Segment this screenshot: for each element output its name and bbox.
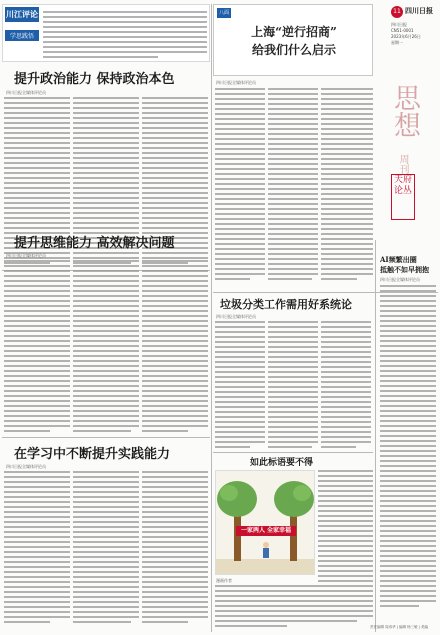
page-footer: 责任编辑 周寿华 | 编辑 杨三敏 | 美编: [370, 625, 429, 629]
article-body-garbage-col1: [215, 321, 265, 451]
section-subtitle: 周刊: [397, 154, 408, 174]
column-sub-label: 学思践悟: [5, 30, 39, 41]
article-body-thinking-col1: [4, 260, 70, 435]
issue-date: 2023年6月26日: [391, 34, 421, 39]
paper-name: 四川日报: [391, 22, 407, 27]
article-title-ai-line2: 抵触不如早拥抱: [380, 265, 429, 274]
article-body-practice-col1: [4, 471, 70, 626]
divider: [213, 452, 373, 453]
feature-title-line1: 上海“逆行招商”: [251, 25, 337, 39]
issue-number: CN51-0001: [391, 28, 414, 33]
feature-body-col1: [215, 88, 265, 283]
article-title-garbage: 垃圾分类工作需用好系统论: [220, 298, 352, 311]
article-body-ai: [380, 285, 436, 610]
masthead: [378, 2, 438, 234]
cartoon-commentary-bottom: [215, 585, 318, 630]
feature-badge: 八面: [218, 10, 229, 16]
column-tag: [5, 7, 39, 59]
article-body-practice-col2: [73, 471, 139, 626]
feature-box: [213, 4, 373, 76]
article-title-ai-line1: AI频繁出圈: [380, 255, 417, 264]
seal-line-2: 论丛: [393, 186, 412, 196]
red-seal-box: [391, 174, 415, 220]
cartoon-commentary: [318, 470, 373, 625]
feature-byline: 四川日报全媒体评论员: [216, 80, 256, 85]
section-title: 思想: [389, 84, 420, 138]
intro-box: [2, 4, 210, 62]
article-body-garbage-col3: [321, 321, 371, 451]
seal-line-1: 天府: [393, 175, 412, 185]
article-byline-ai: 四川日报全媒体评论员: [380, 277, 420, 282]
cartoon-banner-text: 一家两人 全家幸福: [240, 527, 292, 534]
cartoon-byline: 漫画作者: [216, 578, 232, 583]
page-number: 11: [391, 6, 403, 18]
brand-logo: 四川日报: [405, 6, 433, 15]
column-divider: [211, 4, 212, 632]
article-title-politics: 提升政治能力 保持政治本色: [14, 72, 175, 87]
intro-text: [43, 11, 207, 61]
article-body-thinking-col3: [142, 260, 208, 435]
feature-title-line2: 给我们什么启示: [251, 43, 336, 57]
article-byline-politics: 四川日报全媒体评论员: [6, 90, 46, 95]
article-body-garbage-col2: [268, 321, 318, 451]
divider: [2, 437, 210, 438]
article-byline-thinking: 四川日报全媒体评论员: [6, 253, 46, 258]
article-body-practice-col3: [142, 471, 208, 626]
article-title-thinking: 提升思维能力 高效解决问题: [14, 236, 175, 251]
cartoon-drawing: [216, 471, 315, 575]
article-title-practice: 在学习中不断提升实践能力: [14, 447, 171, 462]
feature-body-col3: [321, 88, 373, 283]
column-divider: [375, 240, 376, 632]
article-byline-practice: 四川日报全媒体评论员: [6, 464, 46, 469]
article-byline-garbage: 四川日报全媒体评论员: [216, 314, 256, 319]
cartoon-illustration: [215, 470, 315, 575]
column-logo: 川江评论: [5, 7, 39, 22]
feature-body-col2: [268, 88, 318, 283]
cartoon-title: 如此标语要不得: [250, 458, 314, 468]
issue-weekday: 星期一: [391, 40, 403, 45]
article-body-thinking-col2: [73, 260, 139, 435]
